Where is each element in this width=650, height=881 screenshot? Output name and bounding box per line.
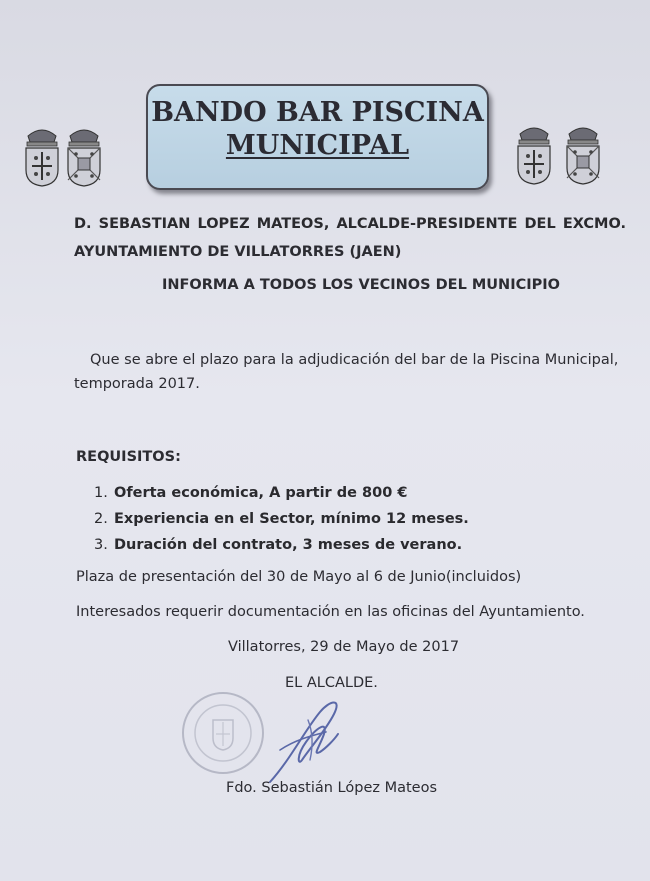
coat-of-arms-right-1-icon xyxy=(514,122,554,186)
list-item xyxy=(94,506,469,532)
requisitos-heading: REQUISITOS: xyxy=(76,449,181,465)
title-line-1: BANDO BAR PISCINA xyxy=(151,97,484,128)
requisitos-list xyxy=(94,480,469,558)
title-box xyxy=(146,84,489,190)
interesados-text: Interesados requerir documentación en las oficinas del Ayuntamiento. xyxy=(76,604,585,620)
fecha-text: Villatorres, 29 de Mayo de 2017 xyxy=(228,639,460,655)
informa-heading: INFORMA A TODOS LOS VECINOS DEL MUNICIPIO xyxy=(162,277,560,293)
firma-text: Fdo. Sebastián López Mateos xyxy=(226,780,438,796)
issuer-line-2: AYUNTAMIENTO DE VILLATORRES (JAEN) xyxy=(74,244,402,260)
plazo-text: Plaza de presentación del 30 de Mayo al 6 de Junio(incluidos) xyxy=(76,569,522,585)
list-item xyxy=(94,532,469,558)
list-item-text: Duración del contrato, 3 meses de verano. xyxy=(114,537,463,553)
coat-of-arms-right-2-icon xyxy=(562,122,604,186)
list-item-text: Experiencia en el Sector, mínimo 12 meses. xyxy=(114,511,469,527)
signature-icon xyxy=(250,690,360,790)
body-line-2: temporada 2017. xyxy=(74,376,200,392)
list-item-text: Oferta económica, A partir de 800 € xyxy=(114,485,408,501)
alcalde-text: EL ALCALDE. xyxy=(285,675,378,691)
list-item-number: 3. xyxy=(94,537,108,553)
list-item xyxy=(94,480,469,506)
list-item-number: 1. xyxy=(94,485,108,501)
title-line-2: MUNICIPAL xyxy=(225,130,410,161)
list-item-number: 2. xyxy=(94,511,108,527)
coat-of-arms-left-2-icon xyxy=(64,124,104,188)
coat-of-arms-left-1-icon xyxy=(22,124,62,188)
body-line-1: Que se abre el plazo para la adjudicación del bar de la Piscina Municipal, xyxy=(90,352,619,368)
issuer-line-1: D. SEBASTIAN LOPEZ MATEOS, ALCALDE-PRESIDENTE DEL EXCMO. xyxy=(74,216,626,232)
